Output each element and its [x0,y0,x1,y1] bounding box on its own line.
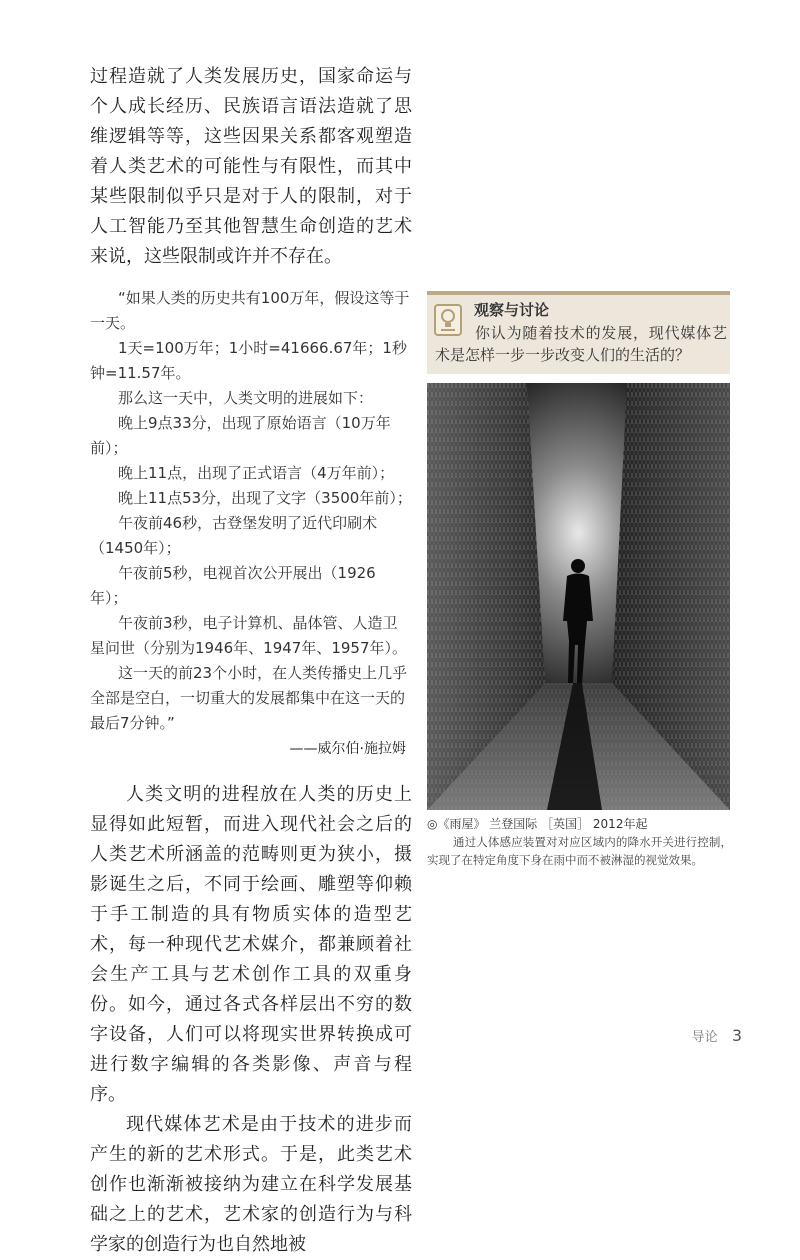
quote-line: 这一天的前23个小时，在人类传播史上几乎全部是空白，一切重大的发展都集中在这一天的最后7分钟。” [90,664,408,732]
quote-line: 晚上9点33分，出现了原始语言（10万年前）； [90,414,391,457]
quote-attribution: ——威尔伯·施拉姆 [289,741,406,757]
quote-line: 午夜前3秒，电子计算机、晶体管、人造卫星问世（分别为1946年、1947年、1957年）。 [90,614,408,657]
discussion-title: 观察与讨论 [474,301,550,319]
schramm-quote [90,286,412,762]
page-footer [692,1026,742,1045]
body-paragraph-2: 人类文明的进程放在人类的历史上显得如此短暂，而进入现代社会之后的人类艺术所涵盖的范畴则更为狭小，摄影诞生之后，不同于绘画、雕塑等仰赖于手工制造的具有物质实体的造型艺术，每一种现代艺术媒介，都兼顾着社会生产工具与艺术创作工具的双重身份。如今，通过各式各样层出不穷的数字设备，人们可以将现实世界转换成可进行数字编辑的各类影像、声音与程序。 [90,784,412,1105]
quote-line: 晚上11点53分，出现了文字（3500年前）； [118,489,412,507]
page-number: 3 [731,1026,742,1045]
figure-caption: 通过人体感应装置对对应区域内的降水开关进行控制，实现了在特定角度下身在雨中而不被淋湿的视觉效果。 [427,835,732,867]
quote-line: 午夜前5秒，电视首次公开展出（1926年）； [90,564,376,607]
observe-discuss-box [427,291,730,374]
body-paragraph-1: 过程造就了人类发展历史，国家命运与个人成长经历、民族语言语法造就了思维逻辑等等，这些因果关系都客观塑造着人类艺术的可能性与有限性，而其中某些限制似乎只是对于人的限制，对于人工智能乃至其他智慧生命创造的艺术来说，这些限制或许并不存在。 [90,66,412,267]
quote-line: 那么这一天中，人类文明的进展如下： [118,389,374,407]
figure-title: ◎《雨屋》 兰登国际 ［英国］ 2012年起 [427,817,648,831]
quote-line: 午夜前46秒，古登堡发明了近代印刷术（1450年）； [90,514,378,557]
quote-line: 晚上11点，出现了正式语言（4万年前）； [118,464,395,482]
quote-line: “如果人类的历史共有100万年，假设这等于一天。 [90,289,410,332]
discussion-question: 你认为随着技术的发展，现代媒体艺术是怎样一步一步改变人们的生活的？ [435,324,727,364]
section-label: 导论 [691,1030,718,1045]
body-paragraph-3: 现代媒体艺术是由于技术的进步而产生的新的艺术形式。于是，此类艺术创作也渐渐被接纳为建立在科学发展基础之上的艺术，艺术家的创造行为与科学家的创造行为也自然地被 [90,1114,412,1255]
rain-room-photo [427,383,730,810]
main-text-column [90,62,412,1260]
quote-line: 1天=100万年；1小时=41666.67年；1秒钟=11.57年。 [90,339,407,382]
